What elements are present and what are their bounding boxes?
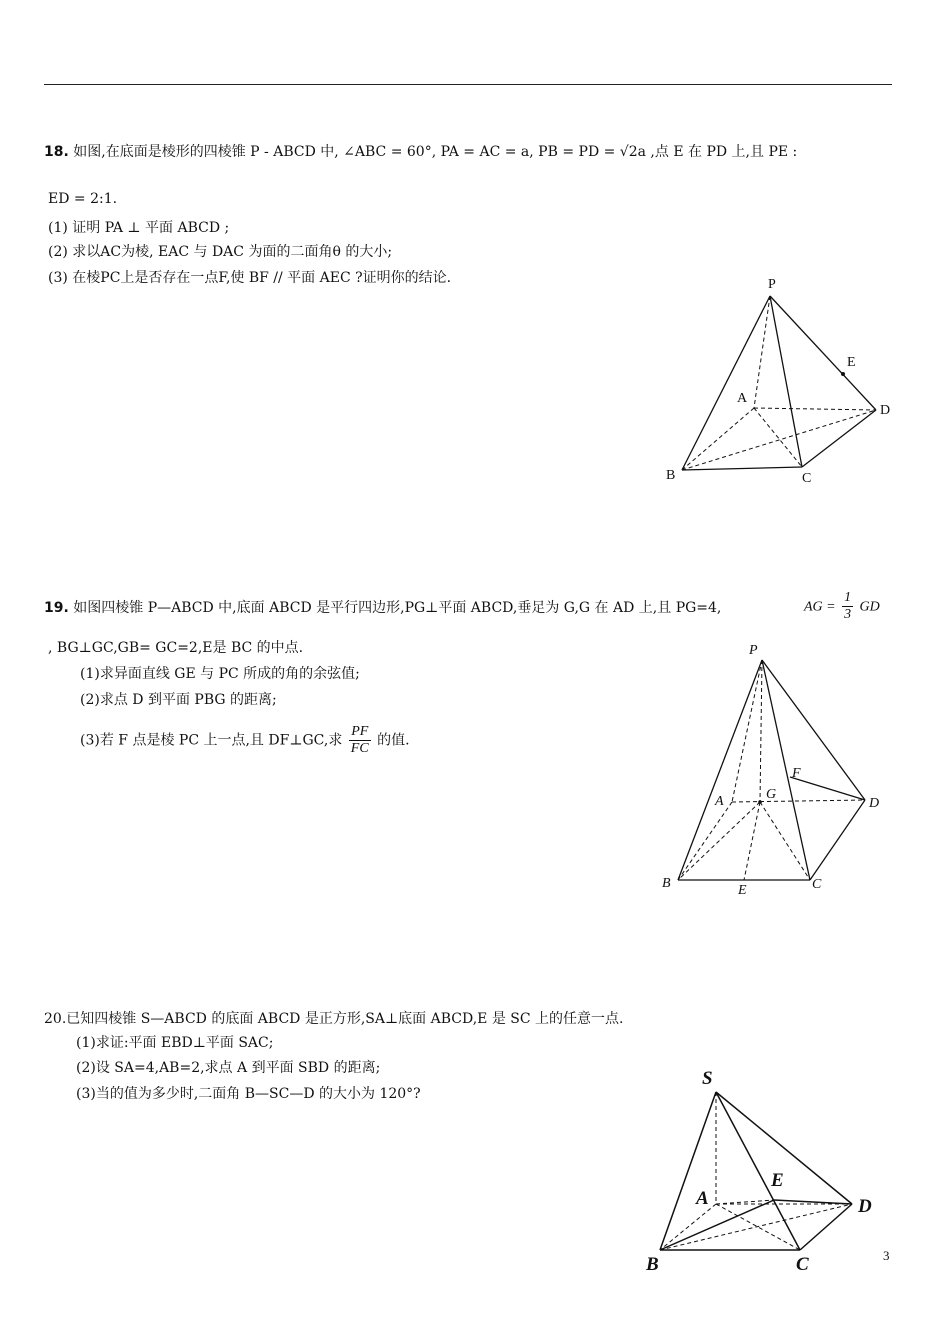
pyramid-figure-18 <box>660 270 900 495</box>
problem-20-q1: (1)求证:平面 EBD⊥平面 SAC; <box>76 1035 274 1051</box>
problem-18-q3: (3) 在棱PC上是否存在一点F,使 BF // 平面 AEC ?证明你的结论. <box>48 270 452 286</box>
problem-19-q1: (1)求异面直线 GE 与 PC 所成的角的余弦值; <box>80 666 360 682</box>
pyramid-figure-19 <box>660 640 890 905</box>
problem-20-q3: (3)当的值为多少时,二面角 B—SC—D 的大小为 120°? <box>76 1086 421 1102</box>
fig19-label-g: G <box>766 787 777 802</box>
fig18-label-p: P <box>768 277 776 292</box>
problem-20-statement: 已知四棱锥 S—ABCD 的底面 ABCD 是正方形,SA⊥底面 ABCD,E 是 SC 上的任意一点. <box>66 1011 624 1027</box>
fig20-label-e: E <box>771 1170 784 1191</box>
problem-18-statement: 如图,在底面是棱形的四棱锥 P - ABCD 中, ∠ABC = 60°, PA = AC = a, PB = PD = √2a ,点 E 在 PD 上,且 PE : <box>73 144 798 160</box>
problem-18-number: 18. <box>44 144 69 160</box>
fig18-label-b: B <box>666 468 676 483</box>
fig18-label-c: C <box>802 471 812 486</box>
problem-19-number: 19. <box>44 600 69 616</box>
fig19-label-d: D <box>869 796 880 811</box>
fig19-label-p: P <box>749 643 758 658</box>
fig18-label-a: A <box>737 391 748 406</box>
fig19-label-b: B <box>662 876 671 891</box>
fig20-label-c: C <box>796 1254 809 1275</box>
problem-19-statement: 如图四棱锥 P—ABCD 中,底面 ABCD 是平行四边形,PG⊥平面 ABCD,垂足为 G,G 在 AD 上,且 PG=4, <box>73 600 722 616</box>
fig19-label-c: C <box>812 877 822 892</box>
fig18-label-d: D <box>880 403 891 418</box>
fig19-label-e: E <box>738 883 747 898</box>
problem-18-q2: (2) 求以AC为棱, EAC 与 DAC 为面的二面角θ 的大小; <box>48 244 393 260</box>
fig18-label-e: E <box>847 355 856 370</box>
problem-19-q3: (3)若 F 点是棱 PC 上一点,且 DF⊥GC,求 $\frac{PF}{FC}$ 的值. <box>80 724 410 756</box>
problem-19-ag-formula: AG = $\frac{1}{3}$ GD <box>804 590 880 622</box>
problem-18-ratio: ED = 2:1. <box>48 191 118 207</box>
fig20-label-s: S <box>702 1068 713 1089</box>
problem-20-number: 20. <box>44 1011 67 1027</box>
problem-19-q2: (2)求点 D 到平面 PBG 的距离; <box>80 692 277 708</box>
page-number: 3 <box>883 1248 890 1263</box>
pyramid-figure-20 <box>640 1062 890 1277</box>
problem-18-q1: (1) 证明 PA ⊥ 平面 ABCD ; <box>48 220 230 236</box>
fig20-label-d: D <box>858 1196 872 1217</box>
fig20-label-a: A <box>696 1188 709 1209</box>
fig20-label-b: B <box>646 1254 659 1275</box>
pf-fc-fraction: $\frac{PF}{FC}$ <box>350 724 369 756</box>
problem-20-q2: (2)设 SA=4,AB=2,求点 A 到平面 SBD 的距离; <box>76 1060 381 1076</box>
fig19-label-f: F <box>792 766 801 781</box>
problem-19-conditions: , BG⊥GC,GB= GC=2,E是 BC 的中点. <box>48 640 304 656</box>
header-rule <box>44 84 892 85</box>
fig19-label-a: A <box>715 794 724 809</box>
